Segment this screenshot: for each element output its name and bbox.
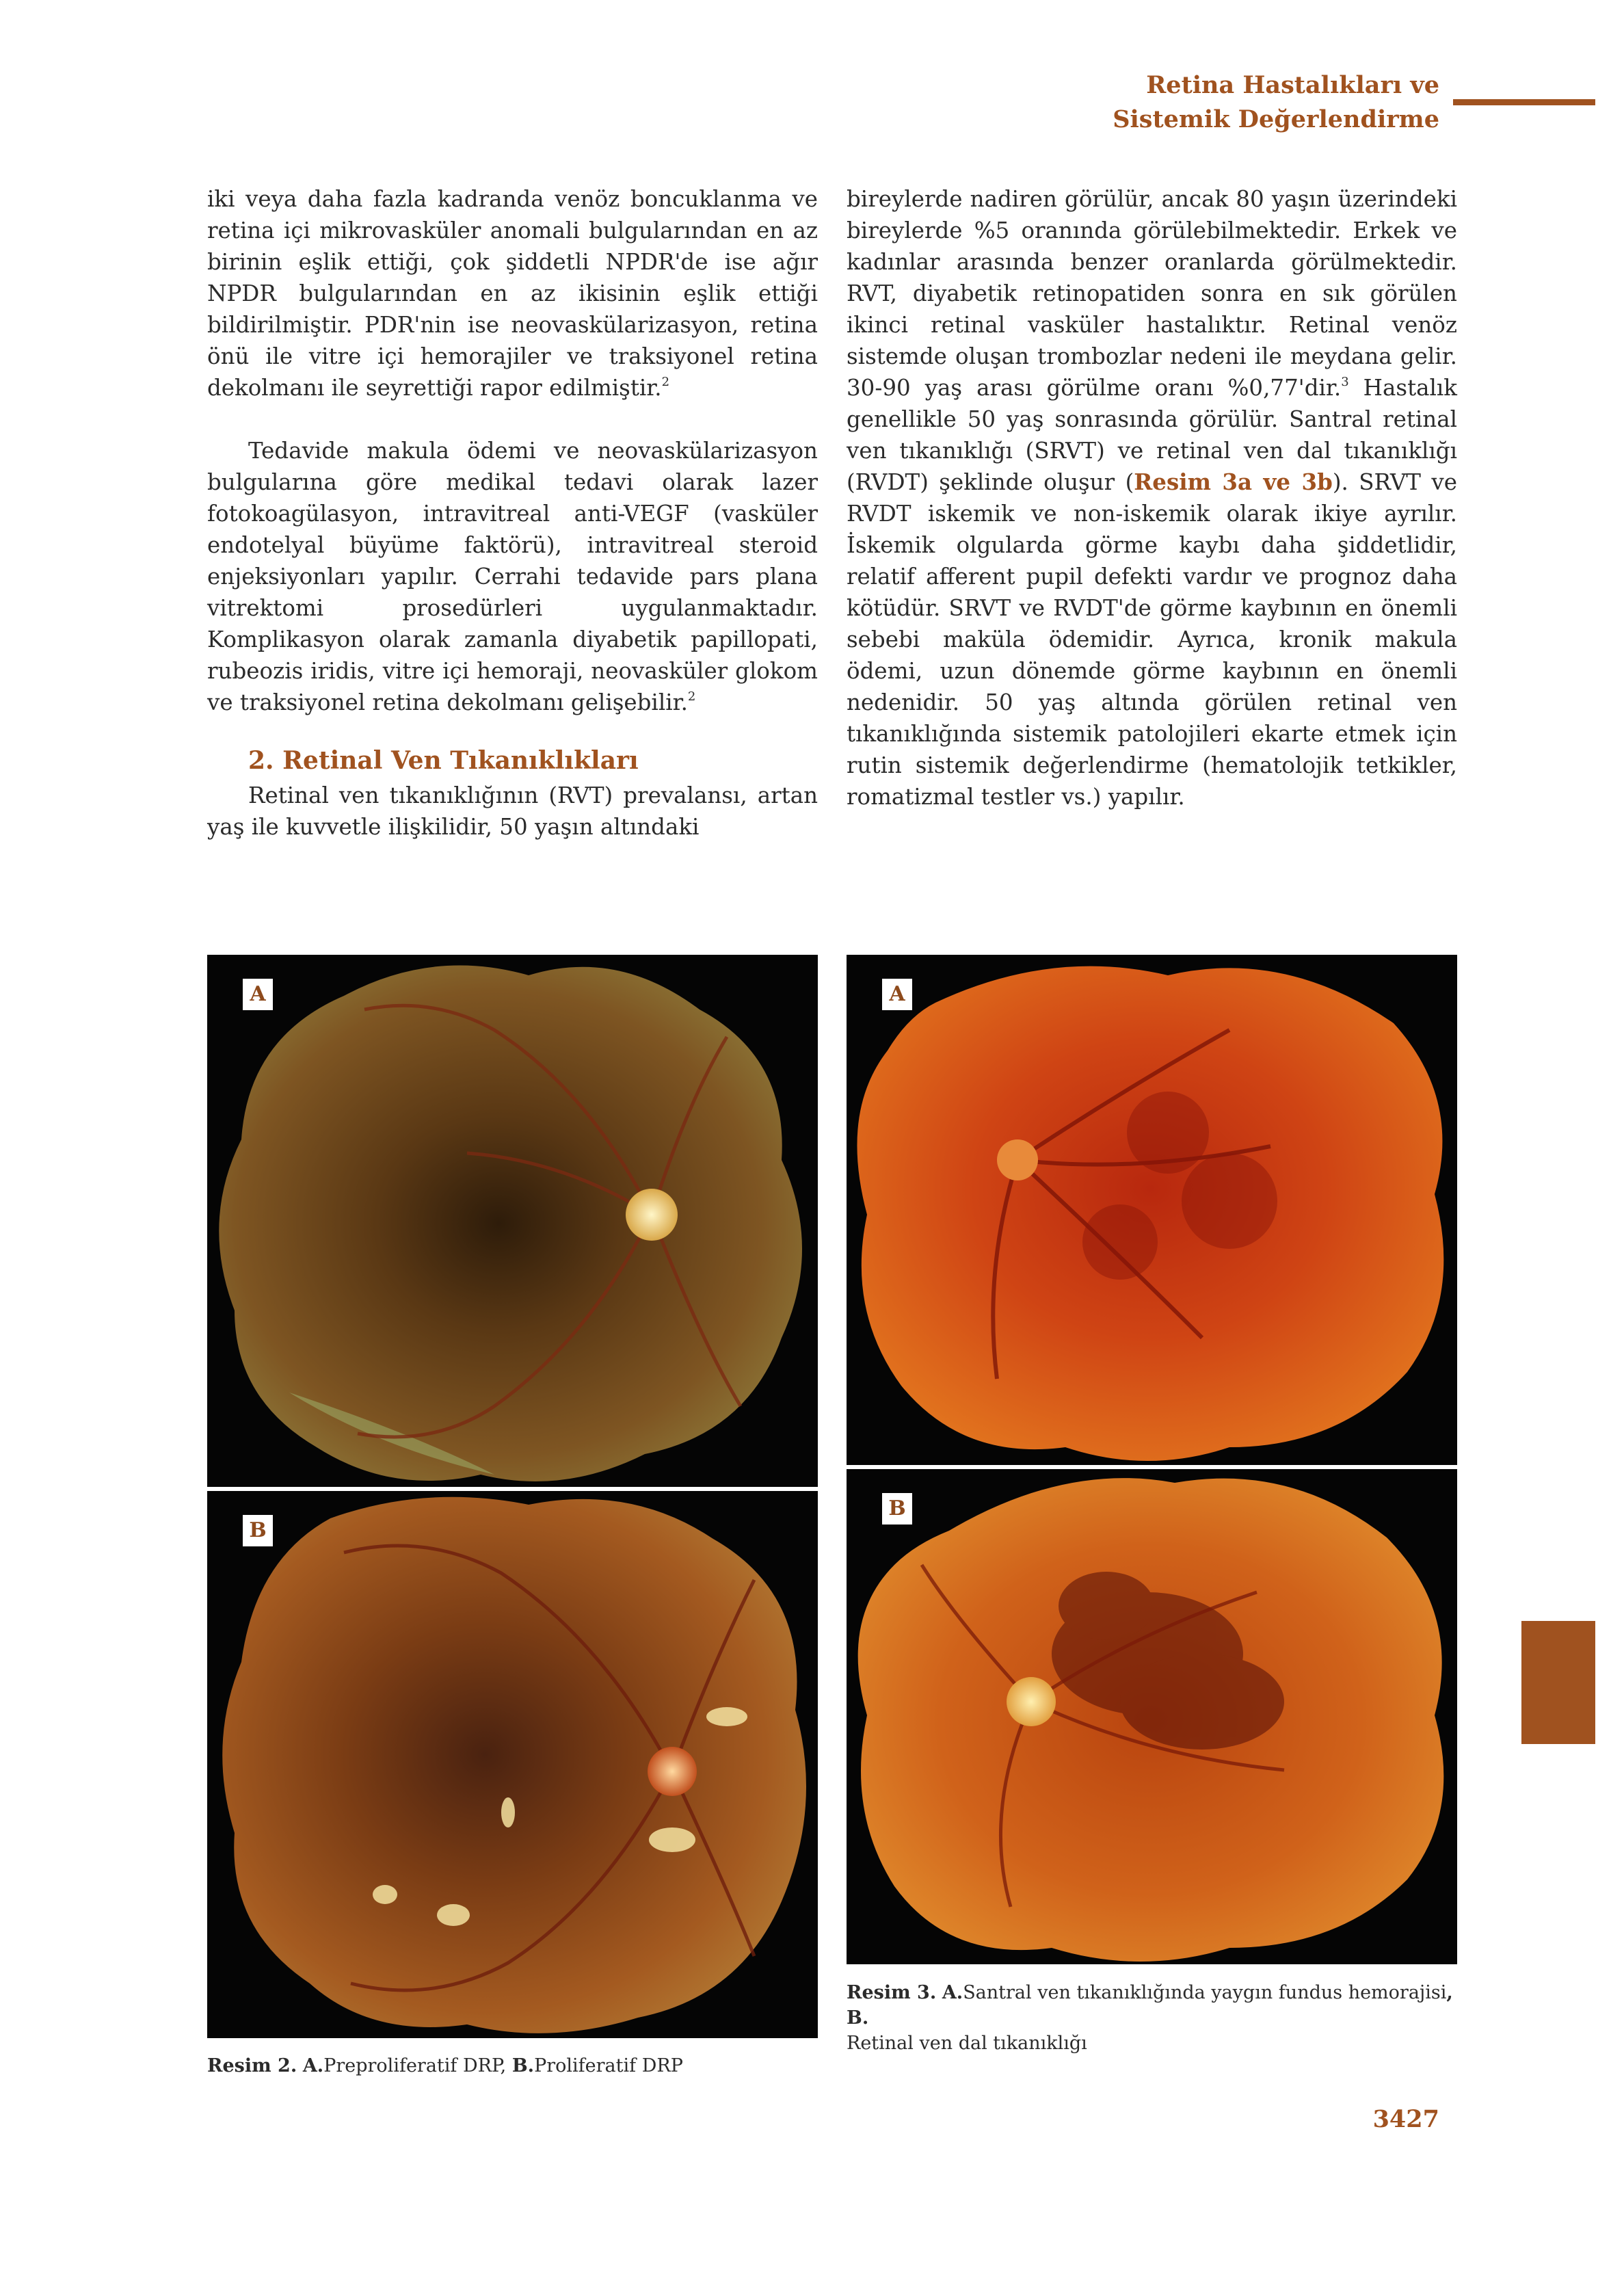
figure-2-caption-b-marker: B. (511, 2055, 535, 2076)
right-paragraph-1 (847, 183, 1457, 813)
citation-2: 2 (661, 375, 670, 389)
figure-3a-fundus-image (847, 955, 1457, 1465)
right-paragraph-1a: bireylerde nadiren görülür, ancak 80 yaşın üzerindeki bireylerde %5 oranında görülebilmektedir. Erkek ve kadınlar arasında benzer oranlarda görülmektedir. RVT, diyabetik retinopatiden sonra en sık görülen ikinci retinal vasküler hastalıktır. Retinal venöz sistemde oluşan trombozlar nedeni ile meydana gelir. 30-90 yaş arası görülme oranı %0,77'dir. (847, 186, 1457, 401)
running-head-line-1: Retina Hastalıkları ve (1146, 71, 1439, 99)
figure-2-caption (207, 2053, 818, 2078)
figure-3-caption (847, 1980, 1457, 2056)
figure-3-caption-a-text: Santral ven tıkanıklığında yaygın fundus hemorajisi (963, 1982, 1447, 2003)
left-paragraph-1 (207, 183, 818, 404)
section-heading: 2. Retinal Ven Tıkanıklıkları (248, 746, 639, 775)
page-number: 3427 (1372, 2105, 1439, 2133)
left-paragraph-2 (207, 435, 818, 718)
right-column (847, 183, 1457, 813)
figure-2a-label: A (243, 979, 273, 1010)
citation-3: 3 (1341, 375, 1349, 389)
left-column (207, 183, 818, 843)
chapter-side-tab (1521, 1621, 1595, 1744)
figure-3-caption-a-marker: A. (942, 1982, 963, 2003)
running-head (1113, 68, 1439, 137)
figure-3b-label: B (882, 1493, 912, 1525)
figure-reference-link[interactable]: Resim 3a ve 3b (1134, 468, 1333, 495)
figure-2-caption-title: Resim 2. (207, 2055, 297, 2076)
figure-3-caption-title: Resim 3. (847, 1982, 937, 2003)
right-paragraph-1b: Hastalık genellikle 50 yaş sonrasında görülür. Santral retinal ven tıkanıklığı (SRVT) ve retinal ven dal tıkanıklığı (RVDT) şeklinde oluşur ( (847, 375, 1457, 495)
figure-3-caption-b-text: Retinal ven dal tıkanıklığı (847, 2033, 1087, 2054)
figure-2b-label: B (243, 1515, 273, 1546)
figure-3b-fundus-image (847, 1469, 1457, 1964)
figure-2-caption-a-text: Preproliferatif DRP, (323, 2055, 512, 2076)
left-paragraph-1-text: iki veya daha fazla kadranda venöz boncuklanma ve retina içi mikrovasküler anomali bulgularından en az birinin eşlik ettiği, çok şiddetli NPDR'de ise ağır NPDR bulgularından en az ikisinin eşlik ettiği bildirilmiştir. PDR'nin ise neovaskülarizasyon, retina önü ile vitre içi hemorajiler ve traksiyonel retina dekolmanı ile seyrettiği rapor edilmiştir. (207, 186, 818, 401)
left-paragraph-2-text: Tedavide makula ödemi ve neovaskülarizasyon bulgularına göre medikal tedavi olarak lazer fotokoagülasyon, intravitreal anti-VEGF (vasküler endotelyal büyüme faktörü), intravitreal steroid enjeksiyonları yapılır. Cerrahi tedavide pars plana vitrektomi prosedürleri uygulanmaktadır. Komplikasyon olarak zamanla diyabetik papillopati, rubeozis iridis, vitre içi hemoraji, neovasküler glokom ve traksiyonel retina dekolmanı gelişebilir. (207, 438, 818, 715)
figure-2b-fundus-image (207, 1491, 818, 2038)
right-paragraph-1c: ). SRVT ve RVDT iskemik ve non-iskemik olarak ikiye ayrılır. İskemik olgularda görme kaybı daha şiddetlidir, relatif afferent pupil defekti vardır ve prognoz daha kötüdür. SRVT ve RVDT'de görme kaybının en önemli sebebi maküla ödemidir. Ayrıca, kronik makula ödemi, uzun dönemde görme kaybının en önemli nedenidir. 50 yaş altında görülen retinal ven tıkanıklığında sistemik patolojileri ekarte etmek için rutin sistemik değerlendirme (hematolojik tetkikler, romatizmal testler vs.) yapılır. (847, 469, 1458, 810)
figure-2-caption-a-marker: A. (302, 2055, 324, 2076)
running-head-rule (1453, 99, 1595, 105)
citation-2b: 2 (687, 689, 696, 704)
figure-3-caption-b-marker: , B. (847, 1982, 1453, 2029)
running-head-line-2: Sistemik Değerlendirme (1113, 105, 1439, 133)
figure-3a-label: A (882, 979, 912, 1010)
left-paragraph-3: Retinal ven tıkanıklığının (RVT) prevalansı, artan yaş ile kuvvetle ilişkilidir, 50 yaşın altındaki (207, 782, 818, 840)
figure-2-caption-b-text: Proliferatif DRP (534, 2055, 683, 2076)
figure-2a-fundus-image (207, 955, 818, 1487)
